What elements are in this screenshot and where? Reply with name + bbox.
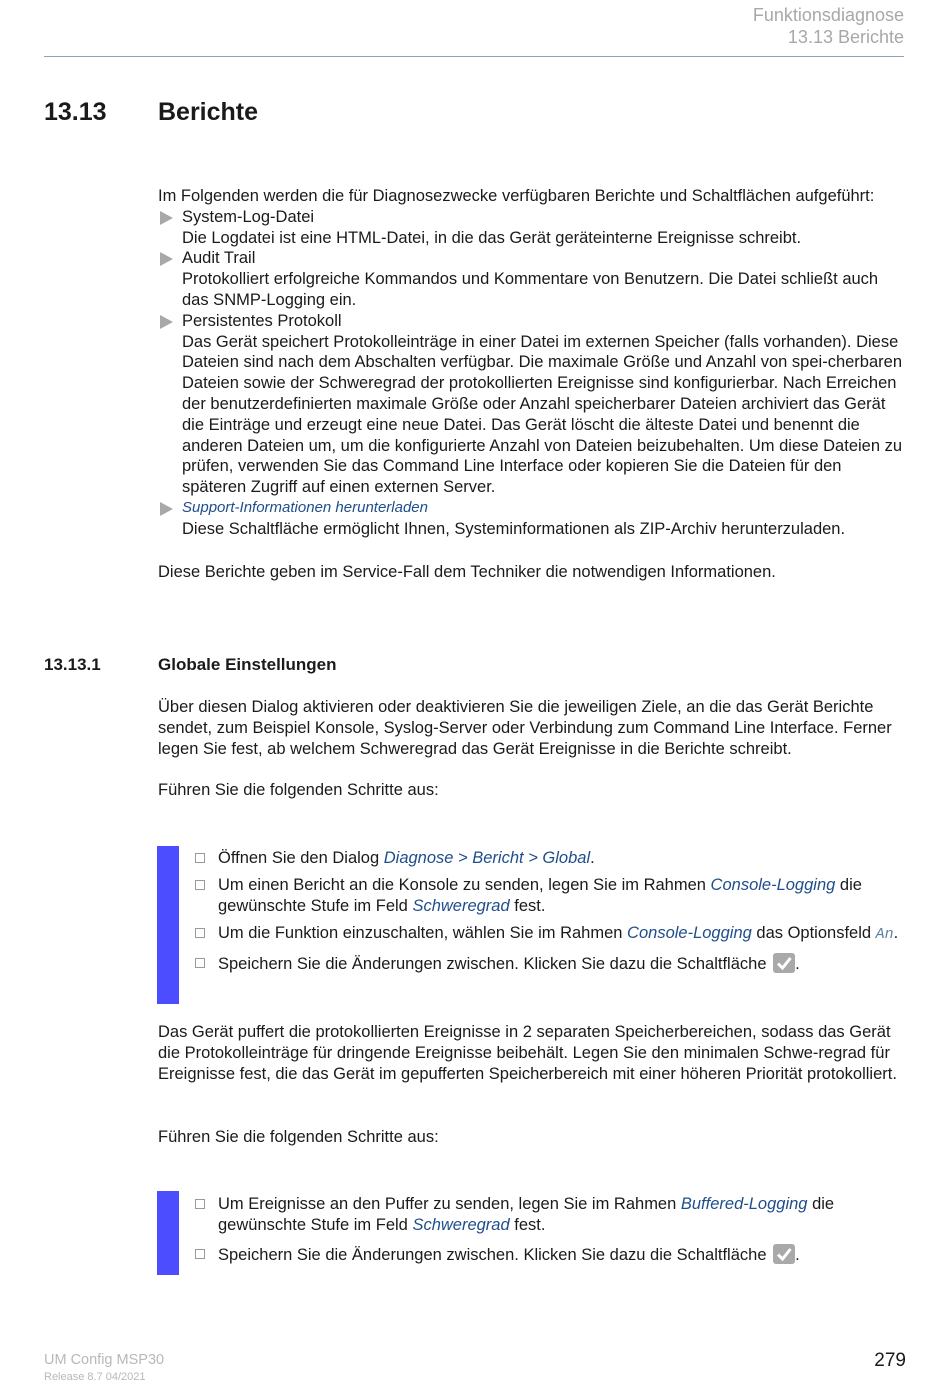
- subsection-number: 13.13.1: [44, 655, 101, 674]
- subsection-intro: Über diesen Dialog aktivieren oder deaktivieren Sie die jeweiligen Ziele, an die das Gerät Berichte sendet, zum Beispiel Konsole, Syslog-Server oder Verbindung zum Command Line Interface. Ferner legen Sie fest, ab welchem Schweregrad das Gerät Ereignisse in die Berichte schreibt.: [158, 698, 892, 758]
- bullet-item: [158, 498, 908, 540]
- checkmark-icon: [773, 1244, 795, 1264]
- footer-doc-info: [44, 1352, 164, 1386]
- step-item: Speichern Sie die Änderungen zwischen. Klicken Sie dazu die Schaltfläche .: [194, 953, 904, 975]
- checkbox-icon: [195, 1249, 205, 1259]
- checkbox-icon: [195, 958, 205, 968]
- support-download-link[interactable]: Support-Informationen herunterladen: [182, 498, 428, 516]
- bullet-text: Die Logdatei ist eine HTML-Datei, in die das Gerät geräteinterne Ereignisse schreibt.: [182, 228, 802, 247]
- buffered-logging-ref: Buffered-Logging: [680, 1195, 808, 1213]
- step-list: [194, 1194, 904, 1272]
- step-group-bar: [157, 846, 179, 1004]
- step-item: Um die Funktion einzuschalten, wählen Sie im Rahmen Console-Logging das Optionsfeld An.: [194, 923, 904, 945]
- menu-path-link[interactable]: Diagnose > Bericht > Global: [383, 849, 591, 867]
- bullet-text: Diese Schaltfläche ermöglicht Ihnen, Systeminformationen als ZIP-Archiv herunterzuladen.: [182, 519, 846, 538]
- page-number: 279: [874, 1350, 906, 1371]
- checkbox-icon: [195, 1199, 205, 1209]
- checkmark-icon: [773, 953, 795, 973]
- step-item: Um Ereignisse an den Puffer zu senden, legen Sie im Rahmen Buffered-Logging die gewünschte Stufe im Feld Schweregrad fest.: [194, 1194, 904, 1236]
- steps-intro: Führen Sie die folgenden Schritte aus:: [158, 781, 439, 799]
- option-value-on: An: [875, 926, 894, 943]
- footer-doc-title: UM Config MSP30: [44, 1352, 165, 1368]
- bullet-item: [158, 311, 908, 498]
- checkbox-icon: [195, 928, 205, 938]
- step-list: [194, 848, 904, 981]
- step-group-bar: [157, 1191, 179, 1275]
- bullet-title: Audit Trail: [182, 249, 256, 268]
- section-number: 13.13: [44, 98, 107, 126]
- intro-block: [158, 186, 908, 540]
- bullet-item: [158, 248, 908, 310]
- step-item: Öffnen Sie den Dialog Diagnose > Bericht > Global.: [194, 848, 904, 869]
- section-title: Berichte: [158, 98, 259, 126]
- triangle-bullet-icon: [160, 252, 173, 266]
- running-header: [753, 4, 904, 48]
- footer-release: Release 8.7 04/2021: [44, 1371, 146, 1383]
- bullet-item: [158, 207, 908, 249]
- bullet-text: Das Gerät speichert Protokolleinträge in einer Datei im externen Speicher (falls vorhanden). Diese Dateien sind nach dem Abschalten verfügbar. Die maximale Größe und Anzahl von spei-cherbaren Dateien sowie der Schweregrad der protokollierten Ereignisse sind konfigurierbar. Nach Erreichen der benutzerdefinierten maximale Größe oder Anzahl speicherbarer Dateien archiviert das Gerät die Einträge und erzeugt eine neue Datei. Das Gerät löscht die älteste Datei und benennt die anderen Dateien um, um die konfigurierte Anzahl von Dateien beizubehalten. Um diese Dateien zu prüfen, verwenden Sie das Command Line Interface oder kopieren Sie die Dateien für den späteren Zugriff auf einen externen Server.: [182, 332, 903, 497]
- console-logging-ref: Console-Logging: [710, 876, 836, 894]
- header-section: 13.13 Berichte: [787, 27, 904, 47]
- step-item: Um einen Bericht an die Konsole zu senden, legen Sie im Rahmen Console-Logging die gewünschte Stufe im Feld Schweregrad fest.: [194, 875, 904, 917]
- steps-intro: Führen Sie die folgenden Schritte aus:: [158, 1128, 439, 1146]
- service-note: Diese Berichte geben im Service-Fall dem Techniker die notwendigen Informationen.: [158, 563, 776, 581]
- severity-field-ref: Schweregrad: [412, 1216, 510, 1234]
- checkbox-icon: [195, 880, 205, 890]
- subsection-title: Globale Einstellungen: [158, 655, 337, 674]
- severity-field-ref: Schweregrad: [412, 897, 510, 915]
- console-logging-ref: Console-Logging: [627, 924, 752, 942]
- step-item: Speichern Sie die Änderungen zwischen. Klicken Sie dazu die Schaltfläche .: [194, 1244, 904, 1266]
- bullet-title: Persistentes Protokoll: [182, 311, 342, 330]
- bullet-title: System-Log-Datei: [182, 207, 315, 226]
- checkbox-icon: [195, 853, 205, 863]
- triangle-bullet-icon: [160, 315, 173, 329]
- intro-text: Im Folgenden werden die für Diagnosezwecke verfügbaren Berichte und Schaltflächen aufgeführt:: [158, 187, 875, 205]
- header-rule: [44, 56, 904, 57]
- header-chapter: Funktionsdiagnose: [752, 5, 904, 25]
- bullet-text: Protokolliert erfolgreiche Kommandos und Kommentare von Benutzern. Die Datei schließt auch das SNMP-Logging ein.: [182, 270, 879, 309]
- triangle-bullet-icon: [160, 502, 173, 516]
- triangle-bullet-icon: [160, 211, 173, 225]
- buffer-paragraph: Das Gerät puffert die protokollierten Ereignisse in 2 separaten Speicherbereichen, sodass das Gerät die Protokolleinträge für dringende Ereignisse beibehält. Legen Sie den minimalen Schwe-regrad für Ereignisse fest, die das Gerät im gepufferten Speicherbereich mit einer höheren Priorität protokolliert.: [158, 1023, 897, 1083]
